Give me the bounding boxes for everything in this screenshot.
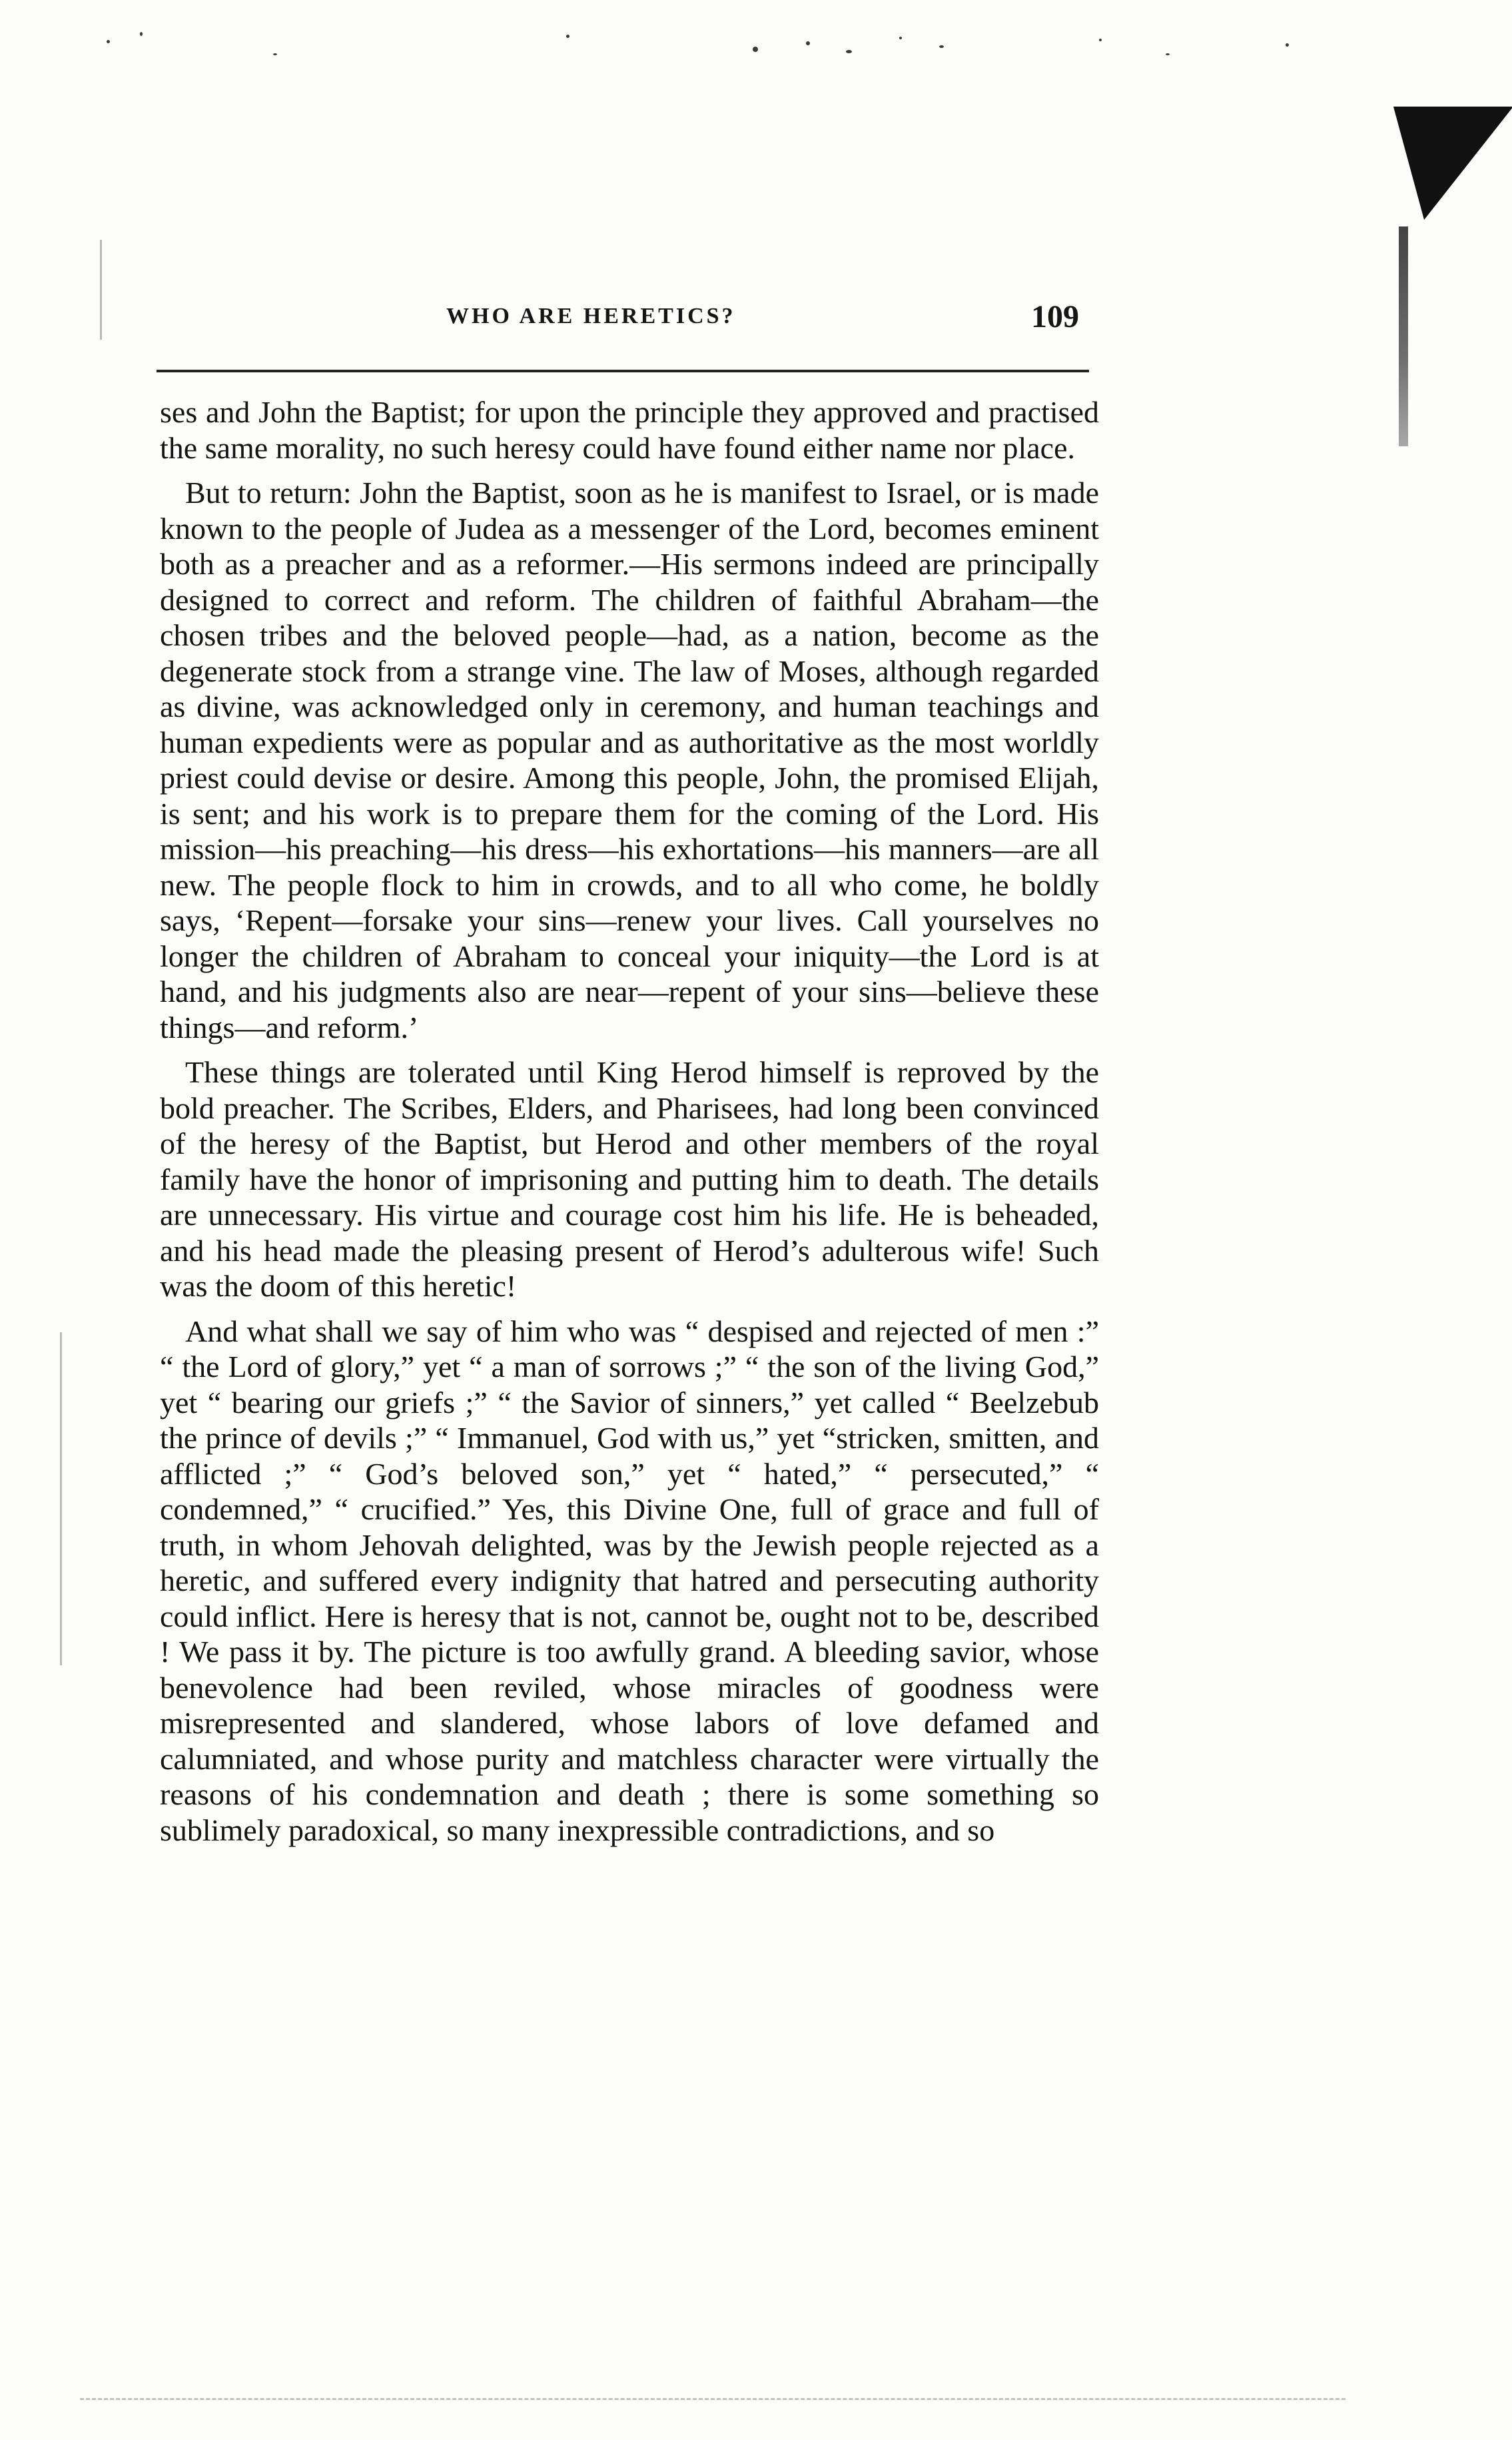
page-number: 109 xyxy=(1031,299,1079,334)
page-header xyxy=(160,298,1099,345)
paragraph: But to return: John the Baptist, soon as he is manifest to Israel, or is made known to the people of Judea as a messenger of the Lord, becomes eminent both as a preacher and as a reformer.—His sermons indeed are principally designed to correct and reform. The children of faithful Abraham—the chosen tribes and the beloved people—had, as a nation, become as the degenerate stock from a strange vine. The law of Moses, although regarded as divine, was acknowledged only in ceremony, and human teachings and human expedients were as popular and as authoritative as the most worldly priest could devise or desire. Among this people, John, the promised Elijah, is sent; and his work is to prepare them for the coming of the Lord. His mission—his preaching—his dress—his exhortations—his manners—are all new. The people flock to him in crowds, and to all who come, he boldly says, ‘Repent—forsake your sins—renew your lives. Call yourselves no longer the children of Abraham to conceal your iniquity—the Lord is at hand, and his judgments also are near—repent of your sins—believe these things—and reform.’ xyxy=(160,476,1099,1044)
header-rule xyxy=(157,370,1089,372)
scan-left-edge xyxy=(100,240,102,340)
body-text xyxy=(160,394,1099,1857)
running-head: WHO ARE HERETICS? xyxy=(446,304,736,328)
scan-noise-top xyxy=(100,27,1365,87)
scan-right-edge xyxy=(1399,226,1408,446)
scan-noise-bottom xyxy=(80,2398,1345,2413)
scan-left-edge xyxy=(60,1332,62,1665)
paragraph: And what shall we say of him who was “ despised and rejected of men :” “ the Lord of glory,” yet “ a man of sorrows ;” “ the son of the living God,” yet “ bearing our griefs ;” “ the Savior of sinners,” yet called “ Beelzebub the prince of devils ;” “ Immanuel, God with us,” yet “stricken, smitten, and afflicted ;” “ God’s beloved son,” yet “ hated,” “ persecuted,” “ condemned,” “ crucified.” Yes, this Divine One, full of grace and full of truth, in whom Jehovah delighted, was by the Jewish people rejected as a heretic, and suffered every indignity that hatred and persecuting authority could inflict. Here is heresy that is not, cannot be, ought not to be, described ! We pass it by. The picture is too awfully grand. A bleeding savior, whose benevolence had been reviled, whose miracles of goodness were misrepresented and slandered, whose labors of love defamed and calumniated, and whose purity and matchless character were virtually the reasons of his condemnation and death ; there is some something so sublimely paradoxical, so many inexpressible contradictions, and so xyxy=(160,1314,1099,1847)
paragraph: ses and John the Baptist; for upon the principle they approved and practised the same morality, no such heresy could have found either name nor place. xyxy=(160,395,1099,465)
scan-corner-mark xyxy=(1377,107,1512,220)
paragraph: These things are tolerated until King Herod himself is reproved by the bold preacher. The Scribes, Elders, and Pharisees, had long been convinced of the heresy of the Baptist, but Herod and other members of the royal family have the honor of imprisoning and putting him to death. The details are unnecessary. His virtue and courage cost him his life. He is beheaded, and his head made the pleasing present of Herod’s adulterous wife! Such was the doom of this heretic! xyxy=(160,1055,1099,1303)
